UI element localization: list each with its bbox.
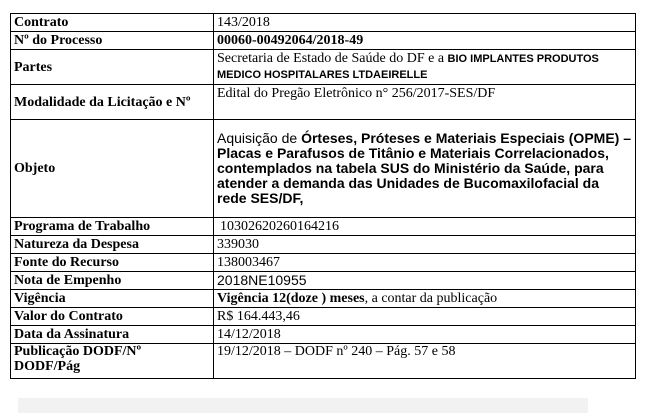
page-bottom-strip [18,398,588,413]
table-row-publicacao [11,344,636,379]
value-assinatura: 14/12/2018 [214,326,636,344]
value-modalidade: Edital do Pregão Eletrônico n° 256/2017-SES/DF [214,85,636,120]
table-row-assinatura [11,326,636,344]
table-row-natureza [11,236,636,254]
label-vigencia: Vigência [11,290,214,308]
value-objeto [214,120,636,218]
table-row-valor [11,308,636,326]
label-fonte: Fonte do Recurso [11,254,214,272]
label-empenho: Nota de Empenho [11,272,214,290]
vigencia-rest: , a contar da publicação [364,291,498,306]
label-assinatura: Data da Assinatura [11,326,214,344]
label-objeto: Objeto [11,120,214,218]
table-row-objeto [11,120,636,218]
objeto-description: Órteses, Próteses e Materiais Especiais (OPME) – Placas e Parafusos de Titânio e Materiais Correlacionados, contemplados na tabela SUS do Ministério da Saúde, para atender a demanda das Unidades de Bucomaxilofacial da rede SES/DF, [217,130,631,206]
value-programa: 10302620260164216 [214,218,636,236]
table-row-partes [11,50,636,85]
contract-summary-table [10,13,636,379]
table-row-modalidade [11,85,636,120]
value-partes [214,50,636,85]
value-natureza: 339030 [214,236,636,254]
label-processo: Nº do Processo [11,32,214,50]
value-empenho: 2018NE10955 [214,272,636,290]
table-row-empenho [11,272,636,290]
partes-secretaria-text: Secretaria de Estado de Saúde do DF e a [217,51,448,66]
value-vigencia [214,290,636,308]
objeto-prefix: Aquisição de [217,130,302,146]
table-row-contrato [11,14,636,32]
label-programa: Programa de Trabalho [11,218,214,236]
table-row-vigencia [11,290,636,308]
value-processo: 00060-00492064/2018-49 [214,32,636,50]
label-partes: Partes [11,50,214,85]
value-publicacao: 19/12/2018 – DODF nº 240 – Pág. 57 e 58 [214,344,636,379]
vigencia-duration: Vigência 12(doze ) meses [217,291,365,306]
label-valor: Valor do Contrato [11,308,214,326]
partes-company-name: BIO IMPLANTES PRODUTOS MEDICO HOSPITALARES LTDAEIRELLE [217,53,599,81]
value-valor: R$ 164.443,46 [214,308,636,326]
table-row-programa [11,218,636,236]
value-fonte: 138003467 [214,254,636,272]
table-row-processo [11,32,636,50]
label-contrato: Contrato [11,14,214,32]
label-modalidade: Modalidade da Licitação e Nº [11,85,214,120]
label-natureza: Natureza da Despesa [11,236,214,254]
label-publicacao: Publicação DODF/Nº DODF/Pág [11,344,214,379]
value-contrato: 143/2018 [214,14,636,32]
table-row-fonte [11,254,636,272]
